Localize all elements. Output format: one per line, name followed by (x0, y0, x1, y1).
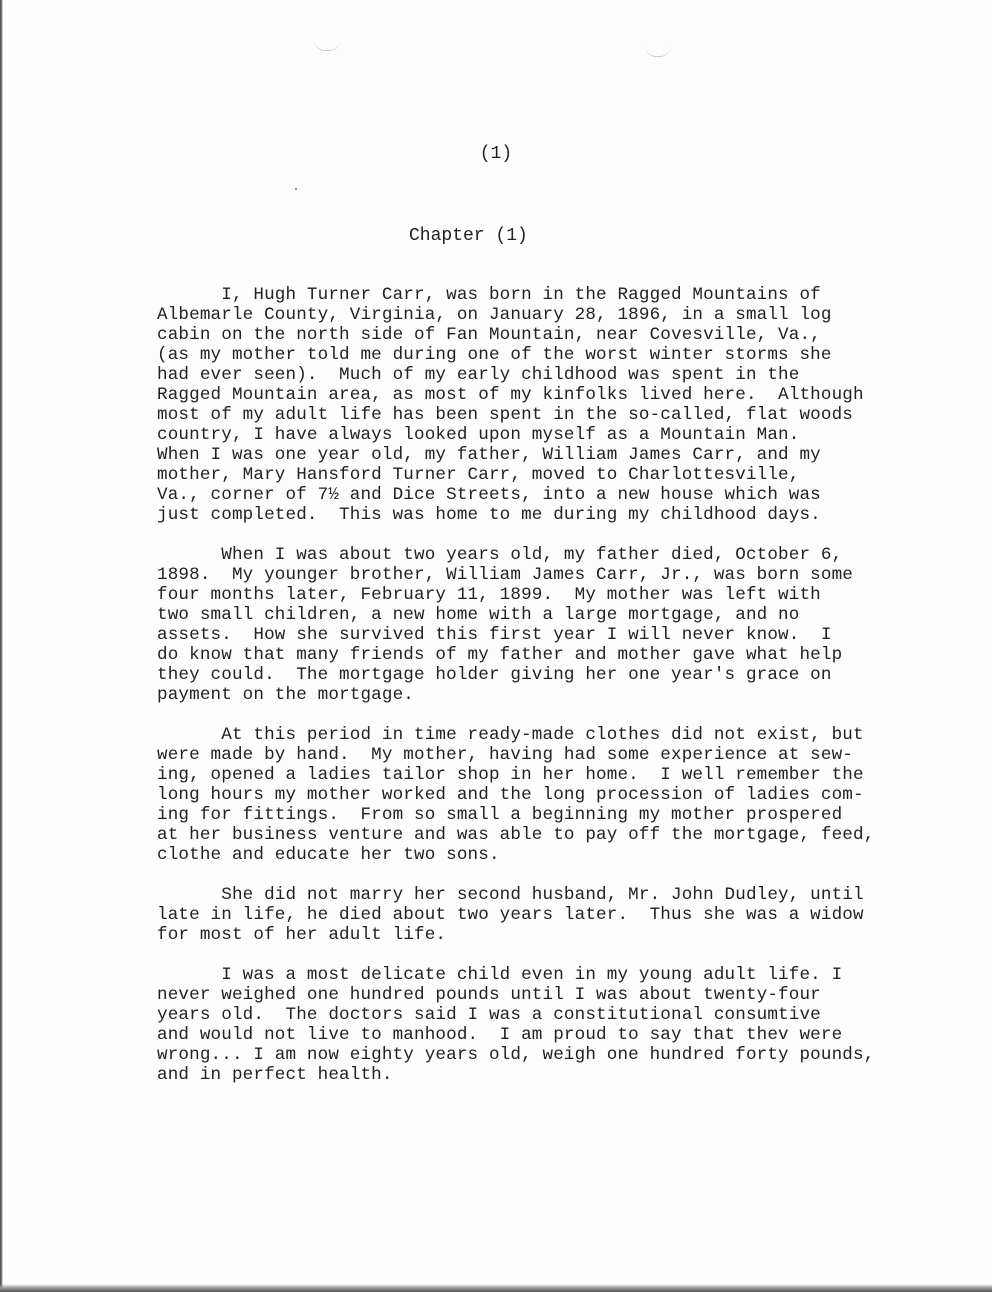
text-line: She did not marry her second husband, Mr. John Dudley, until (157, 885, 864, 905)
text-line: payment on the mortgage. (157, 685, 414, 705)
text-line: When I was about two years old, my father died, October 6, (157, 545, 843, 565)
text-line: most of my adult life has been spent in the so-called, flat woods (157, 405, 854, 425)
paragraph (157, 725, 957, 865)
text-line: they could. The mortgage holder giving her one year's grace on (157, 665, 832, 685)
text-line: clothe and educate her two sons. (157, 845, 500, 865)
paragraph (157, 885, 957, 945)
text-line: were made by hand. My mother, having had some experience at sew- (157, 745, 854, 765)
text-line: long hours my mother worked and the long procession of ladies com- (157, 785, 864, 805)
text-line: for most of her adult life. (157, 925, 447, 945)
text-line: do know that many friends of my father and mother gave what help (157, 645, 843, 665)
page-left-edge (0, 0, 3, 1292)
text-line: At this period in time ready-made clothes did not exist, but (157, 725, 864, 745)
text-line: mother, Mary Hansford Turner Carr, moved to Charlottesville, (157, 465, 800, 485)
text-line: late in life, he died about two years later. Thus she was a widow (157, 905, 864, 925)
text-line: ing for fittings. From so small a beginning my mother prospered (157, 805, 843, 825)
text-line: at her business venture and was able to pay off the mortgage, feed, (157, 825, 875, 845)
text-line: and would not live to manhood. I am proud to say that thev were (157, 1025, 843, 1045)
page-bottom-edge (0, 1284, 992, 1292)
text-line: ing, opened a ladies tailor shop in her home. I well remember the (157, 765, 864, 785)
text-line: four months later, February 11, 1899. My mother was left with (157, 585, 821, 605)
text-line: cabin on the north side of Fan Mountain, near Covesville, Va., (157, 325, 821, 345)
paragraph (157, 545, 957, 705)
text-line: assets. How she survived this first year I will never know. I (157, 625, 832, 645)
text-line: 1898. My younger brother, William James Carr, Jr., was born some (157, 565, 854, 585)
text-line: (as my mother told me during one of the worst winter storms she (157, 345, 832, 365)
paragraph (157, 965, 957, 1085)
chapter-title: Chapter (1) (409, 226, 528, 246)
text-line: country, I have always looked upon myself as a Mountain Man. (157, 425, 800, 445)
page-number (0, 144, 992, 164)
text-line: I, Hugh Turner Carr, was born in the Ragged Mountains of (157, 285, 821, 305)
text-line: never weighed one hundred pounds until I was about twenty-four (157, 985, 821, 1005)
punch-hole-mark (645, 46, 671, 57)
text-line: When I was one year old, my father, William James Carr, and my (157, 445, 821, 465)
ink-speck (295, 188, 297, 190)
text-line: two small children, a new home with a large mortgage, and no (157, 605, 800, 625)
body-text (157, 285, 957, 1105)
punch-hole-mark (314, 40, 340, 51)
text-line: wrong... I am now eighty years old, weigh one hundred forty pounds, (157, 1045, 875, 1065)
text-line: Va., corner of 7½ and Dice Streets, into a new house which was (157, 485, 821, 505)
text-line: had ever seen). Much of my early childhood was spent in the (157, 365, 800, 385)
text-line: years old. The doctors said I was a constitutional consumtive (157, 1005, 821, 1025)
text-line: and in perfect health. (157, 1065, 393, 1085)
text-line: just completed. This was home to me during my childhood days. (157, 505, 821, 525)
text-line: Albemarle County, Virginia, on January 28, 1896, in a small log (157, 305, 832, 325)
text-line: Ragged Mountain area, as most of my kinfolks lived here. Although (157, 385, 864, 405)
page-number-text: (1) (479, 144, 513, 164)
paragraph (157, 285, 957, 525)
text-line: I was a most delicate child even in my young adult life. I (157, 965, 843, 985)
